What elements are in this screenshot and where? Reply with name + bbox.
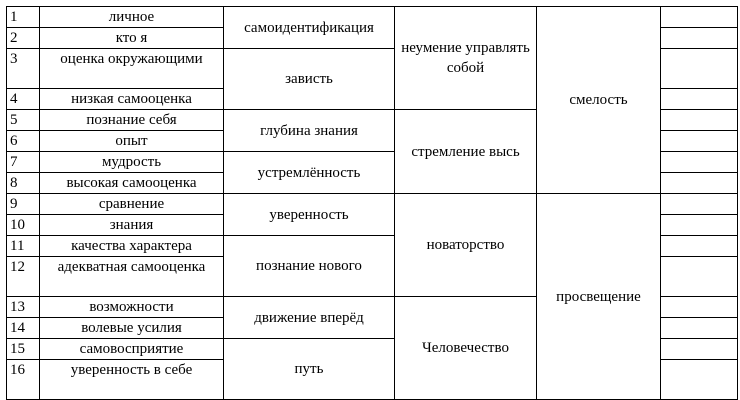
table-row [7, 7, 738, 28]
row-number: 2 [7, 28, 40, 49]
empty-cell [661, 89, 738, 110]
row-number: 11 [7, 236, 40, 257]
row-number: 7 [7, 152, 40, 173]
group3-cell: новаторство [395, 194, 537, 297]
word-cell: кто я [40, 28, 224, 49]
group3-cell: неумение управлять собой [395, 7, 537, 110]
word-cell: познание себя [40, 110, 224, 131]
word-cell: высокая самооценка [40, 173, 224, 194]
association-table [6, 6, 738, 400]
row-number: 12 [7, 257, 40, 297]
empty-cell [661, 194, 738, 215]
word-cell: возможности [40, 297, 224, 318]
word-cell: адекватная самооценка [40, 257, 224, 297]
group3-cell: стремление высь [395, 110, 537, 194]
word-cell: сравнение [40, 194, 224, 215]
empty-cell [661, 257, 738, 297]
row-number: 8 [7, 173, 40, 194]
row-number: 4 [7, 89, 40, 110]
word-cell: качества характера [40, 236, 224, 257]
group4-cell: просвещение [537, 194, 661, 400]
row-number: 16 [7, 360, 40, 400]
word-cell: личное [40, 7, 224, 28]
group2-cell: движение вперёд [224, 297, 395, 339]
empty-cell [661, 297, 738, 318]
group2-cell: глубина знания [224, 110, 395, 152]
row-number: 13 [7, 297, 40, 318]
word-cell: уверенность в себе [40, 360, 224, 400]
empty-cell [661, 173, 738, 194]
word-cell: самовосприятие [40, 339, 224, 360]
empty-cell [661, 360, 738, 400]
table-row [7, 194, 738, 215]
row-number: 10 [7, 215, 40, 236]
empty-cell [661, 318, 738, 339]
empty-cell [661, 215, 738, 236]
empty-cell [661, 110, 738, 131]
row-number: 9 [7, 194, 40, 215]
group2-cell: уверенность [224, 194, 395, 236]
row-number: 6 [7, 131, 40, 152]
empty-cell [661, 7, 738, 28]
group4-cell: смелость [537, 7, 661, 194]
group3-cell: Человечество [395, 297, 537, 400]
word-cell: знания [40, 215, 224, 236]
row-number: 15 [7, 339, 40, 360]
empty-cell [661, 28, 738, 49]
empty-cell [661, 339, 738, 360]
group2-cell: самоидентификация [224, 7, 395, 49]
word-cell: волевые усилия [40, 318, 224, 339]
row-number: 3 [7, 49, 40, 89]
group2-cell: путь [224, 339, 395, 400]
empty-cell [661, 152, 738, 173]
word-cell: низкая самооценка [40, 89, 224, 110]
row-number: 1 [7, 7, 40, 28]
group2-cell: устремлённость [224, 152, 395, 194]
word-cell: мудрость [40, 152, 224, 173]
group2-cell: зависть [224, 49, 395, 110]
row-number: 14 [7, 318, 40, 339]
empty-cell [661, 236, 738, 257]
empty-cell [661, 49, 738, 89]
row-number: 5 [7, 110, 40, 131]
group2-cell: познание нового [224, 236, 395, 297]
empty-cell [661, 131, 738, 152]
word-cell: оценка окружающими [40, 49, 224, 89]
word-cell: опыт [40, 131, 224, 152]
